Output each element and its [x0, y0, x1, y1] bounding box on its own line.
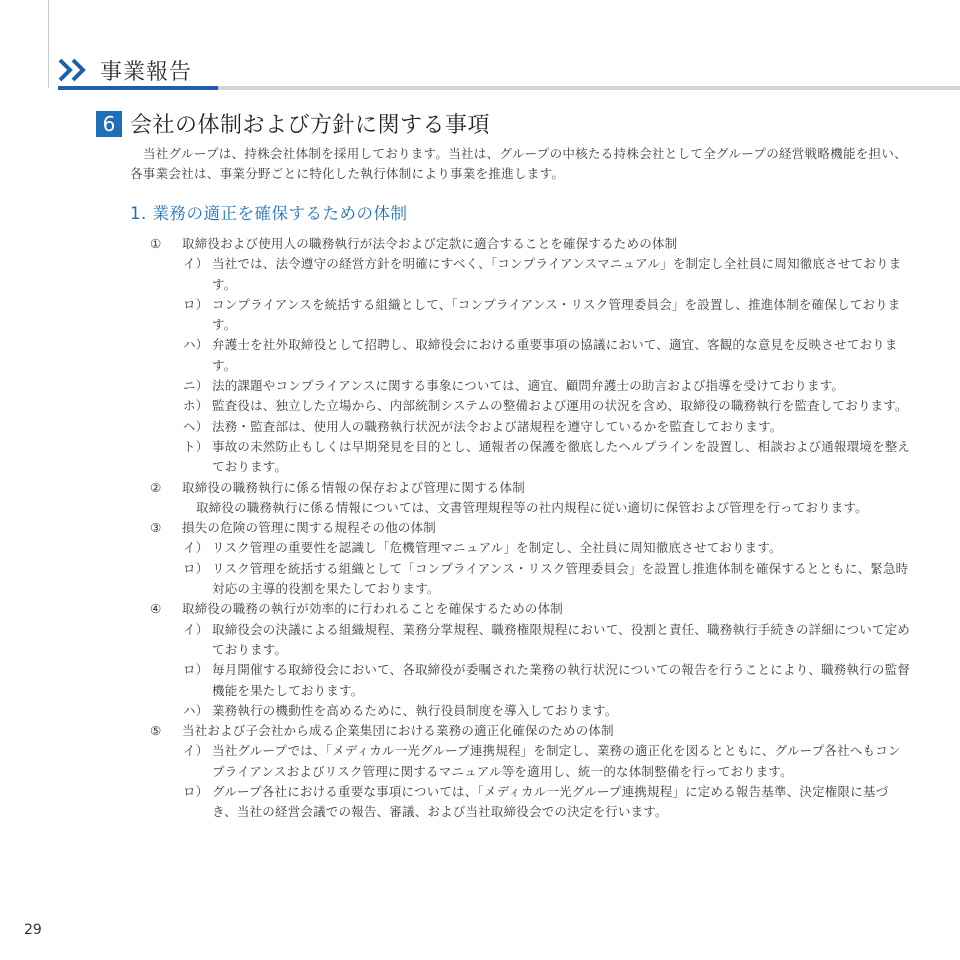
item-title: 取締役および使用人の職務執行が法令および定款に適合することを確保するための体制 [182, 236, 678, 251]
item-heading [150, 478, 912, 498]
item-heading [150, 599, 912, 619]
sub-item-text: グループ各社における重要な事項については、「メディカル一光グループ連携規程」に定める報告基準、決定権限に基づき、当社の経営会議での報告、審議、および当社取締役会での決定を行います。 [212, 784, 889, 820]
sub-item-text: 当社では、法令遵守の経営方針を明確にすべく、「コンプライアンスマニュアル」を制定し全社員に周知徹底させております。 [212, 256, 902, 292]
section-title: 会社の体制および方針に関する事項 [130, 113, 491, 138]
sub-item [150, 295, 912, 336]
sub-item-text: コンプライアンスを統括する組織として、「コンプライアンス・リスク管理委員会」を設置し、推進体制を確保しております。 [212, 296, 901, 333]
item-heading [150, 234, 912, 254]
sub-item-text: 事故の未然防止もしくは早期発見を目的とし、通報者の保護を徹底したヘルプラインを設置し、相談および通報環境を整えております。 [212, 438, 911, 475]
header-title: 事業報告 [100, 59, 193, 85]
page-number: 29 [24, 922, 42, 938]
sub-item-marker: イ） [183, 540, 209, 556]
items-list [150, 234, 912, 823]
sub-item-marker: イ） [183, 621, 209, 637]
sub-item-text: 監査役は、独立した立場から、内部統制システムの整備および運用の状況を含め、取締役の職務執行を監査しております。 [212, 398, 908, 414]
sub-item [150, 741, 912, 782]
intro-paragraph: 当社グループは、持株会社体制を採用しております。当社は、グループの中核たる持株会社として全グループの経営戦略機能を担い、各事業会社は、事業分野ごとに特化した執行体制により事業を推進します。 [130, 146, 908, 181]
sub-item-marker: ハ） [183, 702, 209, 718]
item-marker: ④ [150, 601, 162, 617]
sub-item-marker: ホ） [183, 398, 209, 414]
sub-item [150, 559, 912, 600]
sub-item-text: リスク管理を統括する組織として「コンプライアンス・リスク管理委員会」を設置し推進体制を確保するとともに、緊急時対応の主導的役割を果たしております。 [212, 560, 909, 597]
sub-item [150, 620, 912, 661]
sub-item-marker: ロ） [183, 560, 209, 576]
header-rule [58, 86, 960, 90]
sub-item [150, 254, 912, 295]
item-heading [150, 518, 912, 538]
item-marker: ⑤ [150, 723, 162, 739]
section-number-badge: 6 [96, 111, 122, 137]
sub-item-marker: ト） [183, 438, 209, 454]
sub-item [150, 782, 912, 823]
sub-item [150, 417, 912, 437]
sub-item [150, 396, 912, 416]
item-marker: ③ [150, 520, 162, 536]
sub-item-text: リスク管理の重要性を認識し「危機管理マニュアル」を制定し、全社員に周知徹底させております。 [212, 540, 782, 556]
sub-item-text: 業務執行の機動性を高めるために、執行役員制度を導入しております。 [212, 702, 618, 718]
sub-item-marker: ロ） [183, 784, 209, 800]
sub-item-text: 取締役会の決議による組織規程、業務分掌規程、職務権限規程において、役割と責任、職務執行手続きの詳細について定めております。 [212, 621, 911, 657]
item-marker: ① [150, 236, 162, 251]
item-title: 取締役の職務執行に係る情報の保存および管理に関する体制 [182, 479, 525, 495]
item-marker: ② [150, 479, 162, 495]
margin-rule [48, 0, 49, 88]
sub-item-marker: ニ） [183, 378, 209, 394]
item-title: 取締役の職務の執行が効率的に行われることを確保するための体制 [182, 601, 564, 617]
sub-item [150, 660, 912, 701]
sub-item-marker: ヘ） [183, 418, 209, 434]
sub-item [150, 437, 912, 478]
sub-item-text: 当社グループでは、「メディカル一光グループ連携規程」を制定し、業務の適正化を図るとともに、グループ各社へもコンプライアンスおよびリスク管理に関するマニュアル等を適用し、統一的な体制整備を行っております。 [212, 743, 901, 779]
item-title: 損失の危険の管理に関する規程その他の体制 [182, 520, 437, 536]
sub-item-marker: ハ） [183, 337, 209, 353]
sub-item-marker: ロ） [183, 296, 209, 312]
sub-item [150, 376, 912, 396]
sub-item [150, 538, 912, 558]
subsection-title: 1. 業務の適正を確保するための体制 [130, 204, 408, 223]
sub-item-marker: ロ） [183, 662, 209, 678]
page-header [58, 54, 192, 86]
item-paragraph: 取締役の職務執行に係る情報については、文書管理規程等の社内規程に従い適切に保管および管理を行っております。 [196, 499, 868, 515]
sub-item [150, 701, 912, 721]
sub-item-marker: イ） [183, 256, 209, 272]
double-chevron-icon [58, 58, 94, 82]
sub-item [150, 335, 912, 376]
sub-item-text: 毎月開催する取締役会において、各取締役が委嘱された業務の執行状況についての報告を行うことにより、職務執行の監督機能を果たしております。 [212, 662, 911, 698]
item-title: 当社および子会社から成る企業集団における業務の適正化確保のための体制 [182, 723, 614, 739]
sub-item-text: 弁護士を社外取締役として招聘し、取締役会における重要事項の協議において、適宜、客観的な意見を反映させております。 [212, 337, 898, 373]
sub-item-marker: イ） [183, 743, 209, 759]
item-heading [150, 721, 912, 741]
sub-item-text: 法的課題やコンプライアンスに関する事象については、適宜、顧問弁護士の助言および指導を受けております。 [212, 378, 845, 394]
section-heading [96, 108, 490, 139]
sub-item-text: 法務・監査部は、使用人の職務執行状況が法令および諸規程を遵守しているかを監査しております。 [212, 418, 783, 434]
